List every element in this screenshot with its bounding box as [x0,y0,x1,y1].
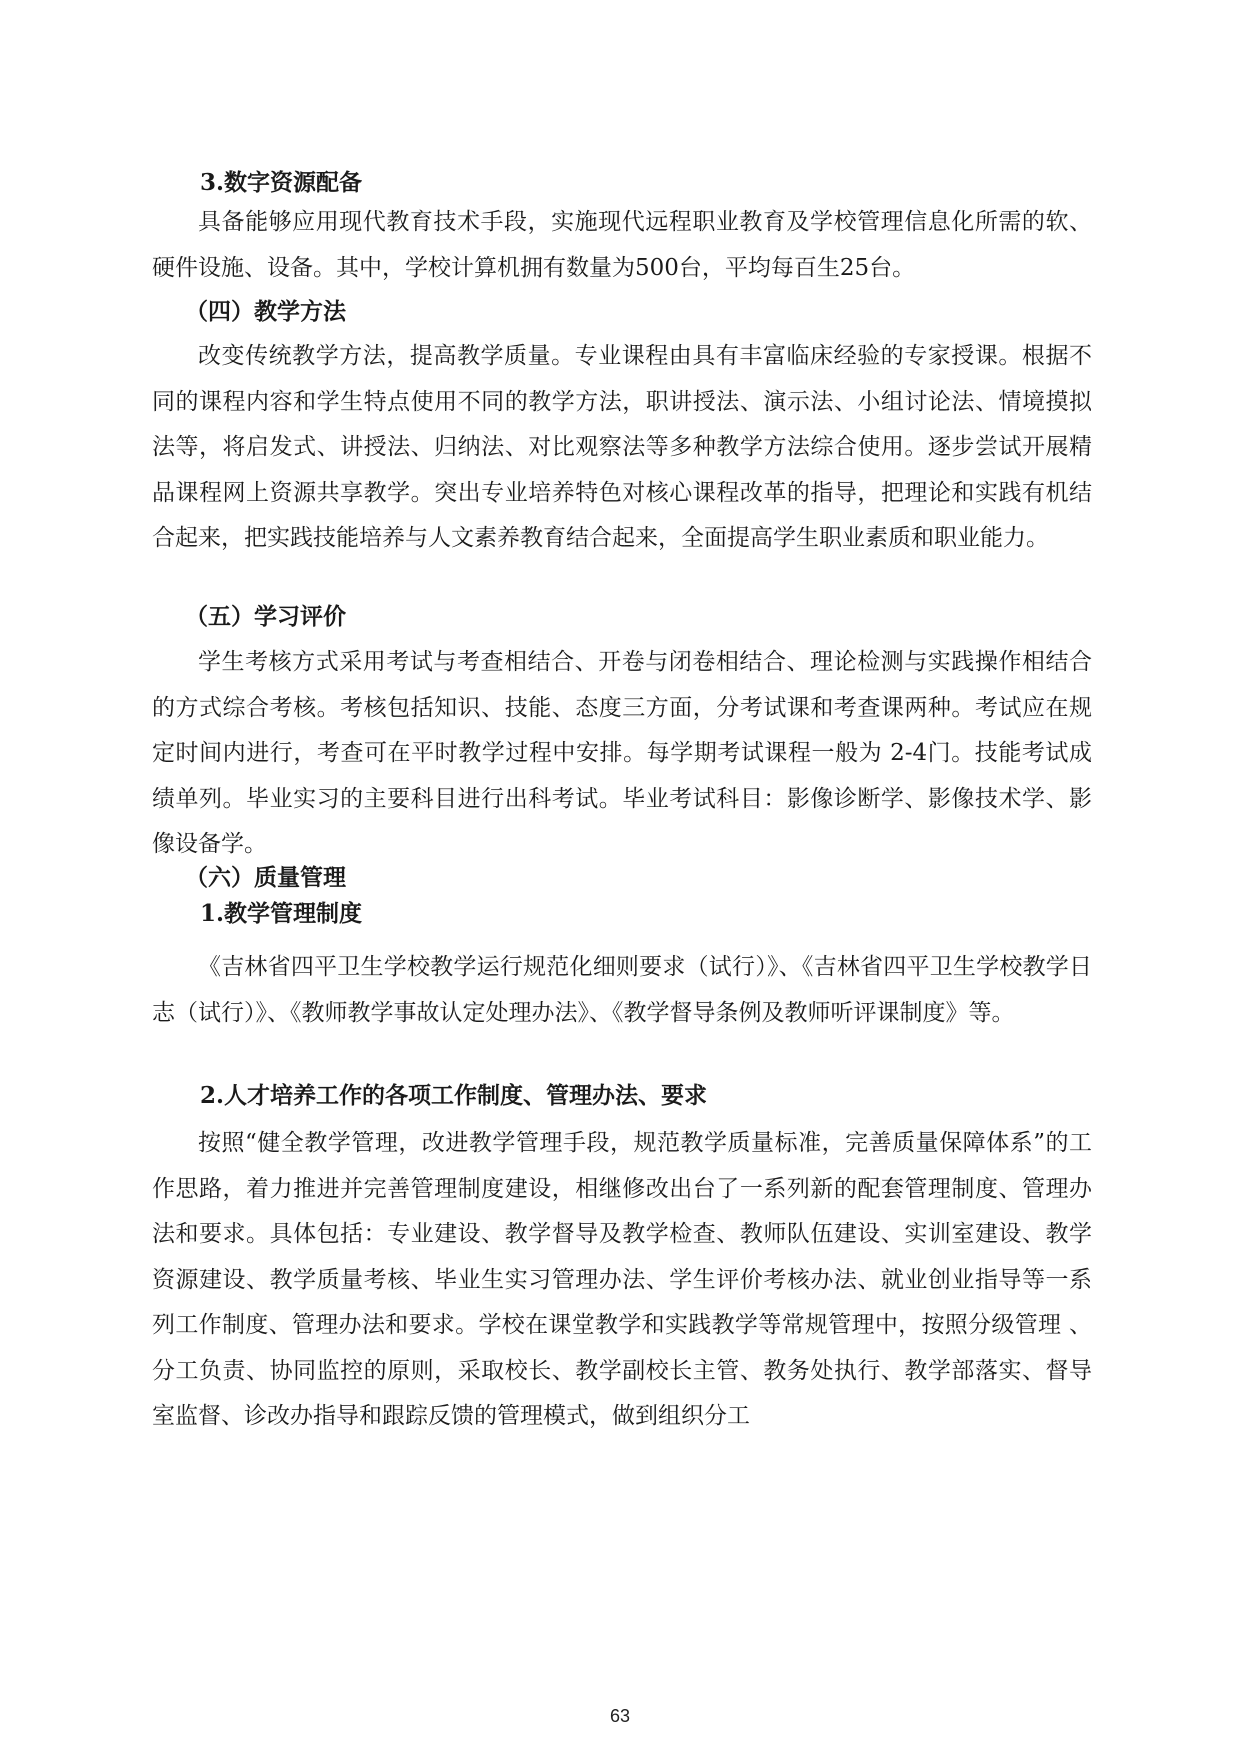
paragraph-talent-training-rules: 按照“健全教学管理，改进教学管理手段，规范教学质量标准，完善质量保障体系”的工作思路，着力推进并完善管理制度建设，相继修改出台了一系列新的配套管理制度、管理办法和要求。具体包括：专业建设、教学督导及教学检查、教师队伍建设、实训室建设、教学资源建设、教学质量考核、毕业生实习管理办法、学生评价考核办法、就业创业指导等一系列工作制度、管理办法和要求。学校在课堂教学和实践教学等常规管理中，按照分级管理 、分工负责、协同监控的原则，采取校长、教学副校长主管、教务处执行、教学部落实、督导室监督、诊改办指导和跟踪反馈的管理模式，做到组织分工 [152,1130,1092,1429]
paragraph-digital-resources: 具备能够应用现代教育技术手段，实施现代远程职业教育及学校管理信息化所需的软、硬件设施、设备。其中，学校计算机拥有数量为500台，平均每百生25台。 [152,209,1092,281]
section-heading-digital-resources: 3.数字资源配备 [200,169,363,196]
section-heading-learning-evaluation: （五）学习评价 [185,603,346,630]
subsection-heading-teaching-management-system: 1.教学管理制度 [200,900,363,927]
page-number: 63 [609,1706,631,1726]
section-heading-quality-management: （六）质量管理 [185,864,346,891]
paragraph-learning-evaluation: 学生考核方式采用考试与考查相结合、开卷与闭卷相结合、理论检测与实践操作相结合的方式综合考核。考核包括知识、技能、态度三方面，分考试课和考查课两种。考试应在规定时间内进行，考查可在平时教学过程中安排。每学期考试课程一般为 2-4门。技能考试成绩单列。毕业实习的主要科目进行出科考试。毕业考试科目：影像诊断学、影像技术学、影像设备学。 [152,649,1092,857]
paragraph-teaching-management-system: 《吉林省四平卫生学校教学运行规范化细则要求（试行）》、《吉林省四平卫生学校教学日志（试行）》、《教师教学事故认定处理办法》、《教学督导条例及教师听评课制度》等。 [152,954,1092,1026]
section-heading-teaching-methods: （四）教学方法 [185,298,346,325]
subsection-heading-talent-training-rules: 2.人才培养工作的各项工作制度、管理办法、要求 [200,1082,708,1109]
paragraph-teaching-methods: 改变传统教学方法，提高教学质量。专业课程由具有丰富临床经验的专家授课。根据不同的课程内容和学生特点使用不同的教学方法，职讲授法、演示法、小组讨论法、情境摸拟法等，将启发式、讲授法、归纳法、对比观察法等多种教学方法综合使用。逐步尝试开展精品课程网上资源共享教学。突出专业培养特色对核心课程改革的指导，把理论和实践有机结合起来，把实践技能培养与人文素养教育结合起来，全面提高学生职业素质和职业能力。 [152,343,1092,551]
